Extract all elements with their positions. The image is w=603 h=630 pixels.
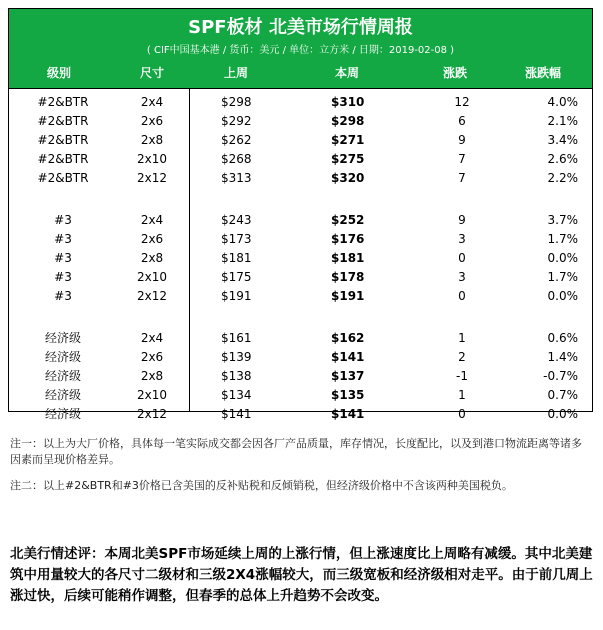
table-row xyxy=(9,348,592,367)
cell-this-week: $137 xyxy=(331,369,365,383)
cell-grade: #3 xyxy=(54,251,72,265)
cell-size: 2x6 xyxy=(140,350,164,364)
cell-change: 12 xyxy=(454,95,470,109)
cell-size: 2x6 xyxy=(140,114,164,128)
cell-change: 7 xyxy=(458,171,466,185)
table-row xyxy=(9,386,592,405)
cell-change-pct: 2.6% xyxy=(547,152,578,166)
table-header xyxy=(9,9,592,89)
cell-grade: #3 xyxy=(54,213,72,227)
table-row xyxy=(9,131,592,150)
cell-change: 0 xyxy=(458,407,466,421)
cell-grade: #3 xyxy=(54,232,72,246)
cell-change: 0 xyxy=(458,289,466,303)
cell-change-pct: 4.0% xyxy=(547,95,578,109)
report-subtitle: ( CIF中国基本港 / 货币：美元 / 单位：立方米 / 日期：2019-02-08 ) xyxy=(146,45,455,56)
cell-size: 2x4 xyxy=(140,95,164,109)
table-row xyxy=(9,249,592,268)
cell-size: 2x6 xyxy=(140,232,164,246)
cell-grade: #3 xyxy=(54,289,72,303)
cell-last-week: $243 xyxy=(221,213,252,227)
cell-last-week: $139 xyxy=(221,350,252,364)
cell-grade: 经济级 xyxy=(44,331,81,345)
cell-change-pct: 1.7% xyxy=(547,270,578,284)
cell-size: 2x4 xyxy=(140,331,164,345)
cell-change-pct: -0.7% xyxy=(543,369,578,383)
table-row xyxy=(9,169,592,188)
cell-change-pct: 1.4% xyxy=(547,350,578,364)
table-row xyxy=(9,329,592,348)
cell-grade: 经济级 xyxy=(44,350,81,364)
cell-change: 9 xyxy=(458,213,466,227)
cell-last-week: $138 xyxy=(221,369,252,383)
cell-last-week: $134 xyxy=(221,388,252,402)
table-row xyxy=(9,367,592,386)
table-row xyxy=(9,93,592,112)
cell-change-pct: 3.7% xyxy=(547,213,578,227)
col-header-change: 涨跌 xyxy=(443,66,468,80)
cell-this-week: $135 xyxy=(331,388,365,402)
table-row xyxy=(9,112,592,131)
cell-size: 2x12 xyxy=(136,407,167,421)
cell-this-week: $141 xyxy=(331,350,365,364)
cell-this-week: $275 xyxy=(331,152,365,166)
cell-this-week: $176 xyxy=(331,232,365,246)
cell-grade: #3 xyxy=(54,270,72,284)
cell-this-week: $162 xyxy=(331,331,365,345)
cell-size: 2x8 xyxy=(140,133,164,147)
cell-last-week: $298 xyxy=(221,95,252,109)
table-row xyxy=(9,287,592,306)
cell-size: 2x10 xyxy=(136,152,167,166)
cell-last-week: $173 xyxy=(221,232,252,246)
cell-change: 2 xyxy=(458,350,466,364)
cell-grade: #2&BTR xyxy=(37,152,89,166)
note-1: 注一：以上为大厂价格，具体每一笔实际成交都会因各厂产品质量，库存情况，长度配比，以及到港口物流距离等诸多因素而呈现价格差异。 xyxy=(10,437,582,466)
cell-last-week: $262 xyxy=(221,133,252,147)
cell-last-week: $292 xyxy=(221,114,252,128)
cell-change: 3 xyxy=(458,232,466,246)
cell-change-pct: 2.1% xyxy=(547,114,578,128)
table-row xyxy=(9,150,592,169)
cell-size: 2x12 xyxy=(136,171,167,185)
col-header-last-week: 上周 xyxy=(224,66,249,80)
table-row xyxy=(9,268,592,287)
column-headers xyxy=(9,61,592,83)
cell-this-week: $181 xyxy=(331,251,365,265)
cell-grade: 经济级 xyxy=(44,388,81,402)
price-table xyxy=(8,8,593,421)
cell-change-pct: 0.0% xyxy=(547,407,578,421)
cell-size: 2x8 xyxy=(140,251,164,265)
cell-this-week: $141 xyxy=(331,407,365,421)
cell-size: 2x4 xyxy=(140,213,164,227)
cell-change-pct: 1.7% xyxy=(547,232,578,246)
cell-last-week: $268 xyxy=(221,152,252,166)
cell-change: 0 xyxy=(458,251,466,265)
cell-grade: #2&BTR xyxy=(37,171,89,185)
col-header-size: 尺寸 xyxy=(140,66,165,80)
cell-last-week: $191 xyxy=(221,289,252,303)
cell-size: 2x8 xyxy=(140,369,164,383)
cell-grade: 经济级 xyxy=(44,369,81,383)
market-commentary: 北美行情述评：本周北美SPF市场延续上周的上涨行情，但上涨速度比上周略有减缓。其中北美建筑中用量较大的各尺寸二级材和三级2X4涨幅较大，而三级宽板和经济级相对走平。由于前几周上涨过快，后续可能稍作调整，但春季的总体上升趋势不会改变。 xyxy=(10,546,593,604)
cell-change: -1 xyxy=(456,369,468,383)
cell-size: 2x10 xyxy=(136,388,167,402)
col-header-change-pct: 涨跌幅 xyxy=(525,66,562,80)
cell-change-pct: 2.2% xyxy=(547,171,578,185)
cell-grade: #2&BTR xyxy=(37,95,89,109)
cell-change: 9 xyxy=(458,133,466,147)
cell-this-week: $178 xyxy=(331,270,365,284)
report-title: SPF板材 北美市场行情周报 xyxy=(188,17,413,38)
cell-change-pct: 0.0% xyxy=(547,289,578,303)
table-row xyxy=(9,230,592,249)
cell-last-week: $161 xyxy=(221,331,252,345)
cell-this-week: $310 xyxy=(331,95,365,109)
cell-grade: #2&BTR xyxy=(37,133,89,147)
cell-change-pct: 0.0% xyxy=(547,251,578,265)
col-header-grade: 级别 xyxy=(47,66,72,80)
col-header-this-week: 本周 xyxy=(335,66,360,80)
cell-change: 6 xyxy=(458,114,466,128)
cell-change-pct: 0.6% xyxy=(547,331,578,345)
cell-last-week: $313 xyxy=(221,171,252,185)
cell-change: 7 xyxy=(458,152,466,166)
table-row xyxy=(9,211,592,230)
cell-grade: #2&BTR xyxy=(37,114,89,128)
cell-this-week: $252 xyxy=(331,213,365,227)
cell-last-week: $181 xyxy=(221,251,252,265)
cell-change: 1 xyxy=(458,388,466,402)
cell-change-pct: 0.7% xyxy=(547,388,578,402)
cell-change: 1 xyxy=(458,331,466,345)
cell-this-week: $320 xyxy=(331,171,365,185)
cell-last-week: $141 xyxy=(221,407,252,421)
cell-this-week: $191 xyxy=(331,289,365,303)
cell-size: 2x12 xyxy=(136,289,167,303)
cell-last-week: $175 xyxy=(221,270,252,284)
table-row xyxy=(9,405,592,424)
cell-this-week: $271 xyxy=(331,133,365,147)
cell-size: 2x10 xyxy=(136,270,167,284)
cell-this-week: $298 xyxy=(331,114,365,128)
note-2: 注二：以上#2&BTR和#3价格已含美国的反补贴税和反倾销税，但经济级价格中不含该两种美国税负。 xyxy=(10,479,513,492)
cell-change: 3 xyxy=(458,270,466,284)
cell-change-pct: 3.4% xyxy=(547,133,578,147)
cell-grade: 经济级 xyxy=(44,407,81,421)
